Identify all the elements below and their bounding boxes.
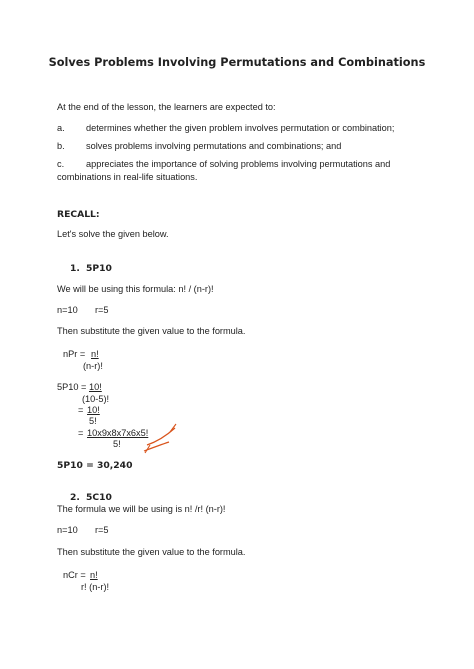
problem2-formula-numerator: n! [90, 570, 98, 580]
objective-a-text: determines whether the given problem involves permutation or combination; [86, 123, 395, 133]
problem1-number: 1. [70, 263, 80, 274]
problem1-label: 5P10 [86, 263, 112, 274]
problem2-formula-intro: The formula we will be using is n! /r! (n-r)! [57, 504, 226, 514]
problem1-answer: 5P10 = 30,240 [57, 460, 133, 471]
cancel-mark-icon [140, 420, 180, 456]
problem1-step3-denominator: 5! [113, 439, 121, 449]
problem1-substitute-text: Then substitute the given value to the formula. [57, 326, 246, 336]
recall-text: Let's solve the given below. [57, 229, 169, 239]
objective-b-text: solves problems involving permutations and combinations; and [86, 141, 342, 151]
problem2-given-r: r=5 [95, 525, 109, 535]
problem1-formula-lhs: nPr = [63, 349, 86, 359]
objective-c-marker: c. [57, 159, 65, 169]
problem1-given-n: n=10 [57, 305, 78, 315]
problem1-step3-lhs: = [78, 428, 84, 438]
problem2-formula-denominator: r! (n-r)! [81, 582, 110, 592]
problem2-label: 5C10 [86, 492, 112, 503]
objective-a-marker: a. [57, 123, 65, 133]
problem2-number: 2. [70, 492, 80, 503]
problem2-substitute-text: Then substitute the given value to the formula. [57, 547, 246, 557]
problem1-step1-denominator: (10-5)! [82, 394, 110, 404]
problem1-step1-lhs: 5P10 = [57, 382, 87, 392]
problem1-formula-intro: We will be using this formula: n! / (n-r)! [57, 284, 214, 294]
problem1-formula-denominator: (n-r)! [83, 361, 103, 371]
document-title: Solves Problems Involving Permutations and Combinations [48, 56, 426, 69]
problem1-given-r: r=5 [95, 305, 109, 315]
problem1-step2-numerator: 10! [87, 405, 100, 415]
intro-text: At the end of the lesson, the learners are expected to: [57, 102, 276, 112]
problem1-step3-numerator: 10x9x8x7x6x5! [87, 428, 149, 438]
problem1-step1-numerator: 10! [89, 382, 102, 392]
problem1-step2-denominator: 5! [89, 416, 97, 426]
problem2-given-n: n=10 [57, 525, 78, 535]
objective-c-text: appreciates the importance of solving problems involving permutations and [86, 159, 391, 169]
problem1-formula-numerator: n! [91, 349, 99, 359]
recall-heading: RECALL: [57, 209, 100, 220]
objective-c-text-continued: combinations in real-life situations. [57, 172, 198, 182]
objective-b-marker: b. [57, 141, 65, 151]
problem2-formula-lhs: nCr = [63, 570, 86, 580]
problem1-step2-lhs: = [78, 405, 84, 415]
